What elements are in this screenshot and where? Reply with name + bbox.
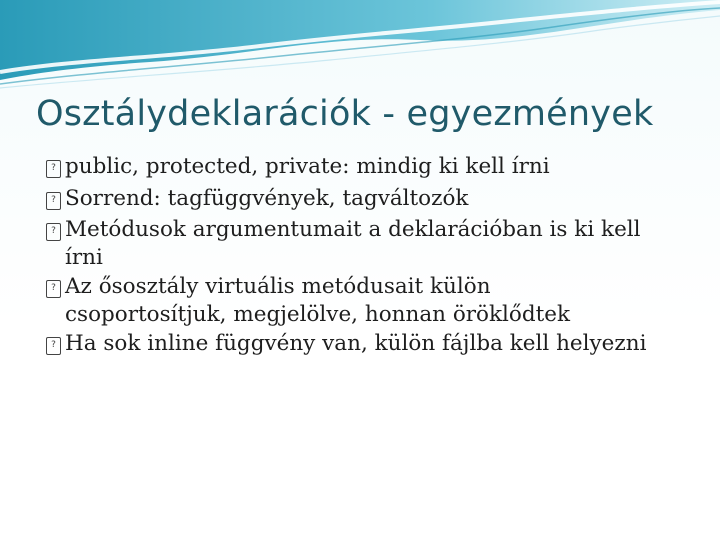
list-item <box>46 156 686 178</box>
missing-glyph-icon: ? <box>46 223 61 241</box>
slide-title: Osztálydeklarációk - egyezmények <box>36 94 654 134</box>
bullet-text: Ha sok inline függvény van, külön fájlba kell helyezni <box>65 331 647 356</box>
bullet-text-line2: csoportosítjuk, megjelölve, honnan öröklődtek <box>65 301 570 327</box>
list-item <box>46 276 686 325</box>
bullet-list <box>46 156 686 365</box>
bullet-text: public, protected, private: mindig ki kell írni <box>65 154 550 179</box>
header-wave-decoration <box>0 0 720 90</box>
bullet-text-line1: Az ősosztály virtuális metódusait külön <box>65 274 491 299</box>
bullet-text-line2: írni <box>65 244 103 270</box>
bullet-text-line1: Metódusok argumentumait a deklarációban is ki kell <box>65 217 641 242</box>
missing-glyph-icon: ? <box>46 280 61 298</box>
list-item <box>46 185 686 211</box>
missing-glyph-icon: ? <box>46 192 61 210</box>
missing-glyph-icon: ? <box>46 160 61 178</box>
list-item <box>46 219 686 268</box>
list-item <box>46 333 686 355</box>
bullet-text: Sorrend: tagfüggvények, tagváltozók <box>65 185 469 211</box>
missing-glyph-icon: ? <box>46 337 61 355</box>
